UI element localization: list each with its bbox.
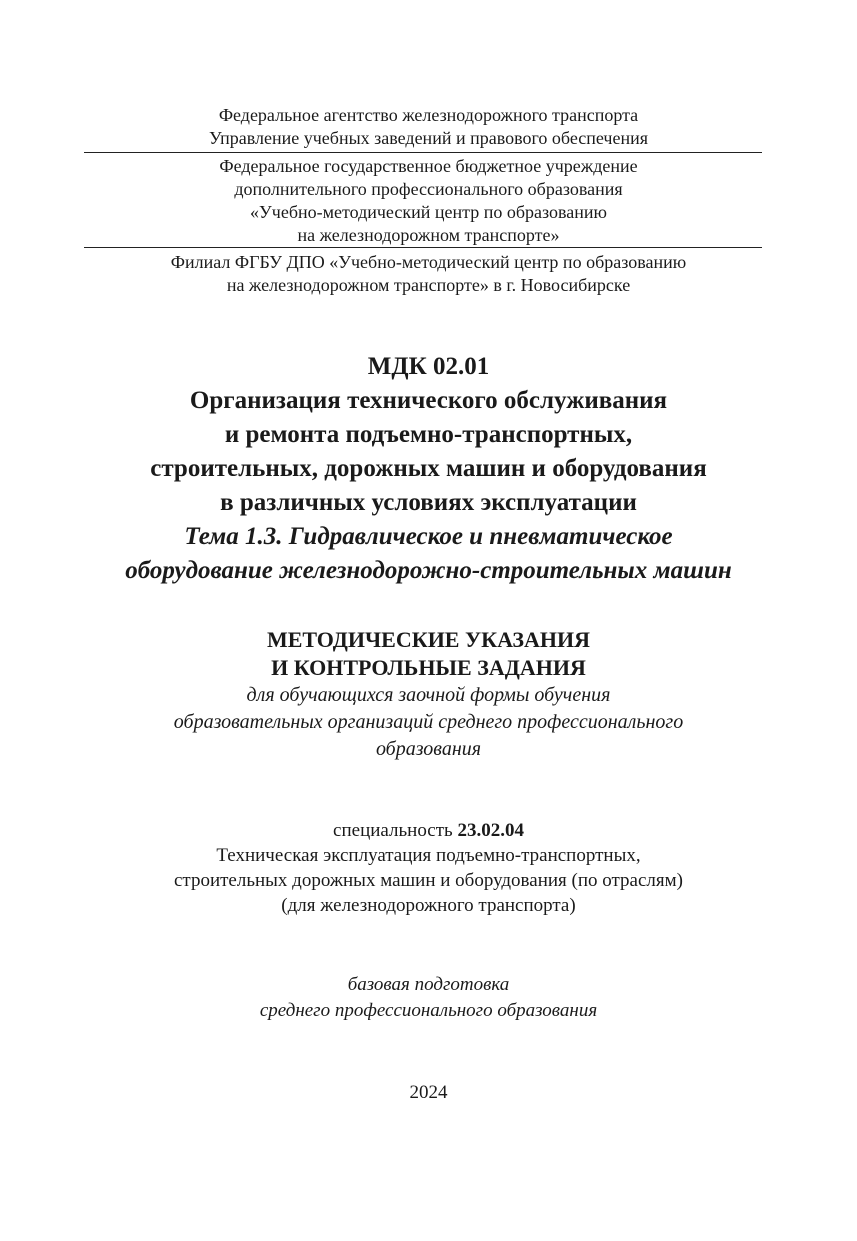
course-code: МДК 02.01 bbox=[367, 353, 490, 380]
doc-type-line: МЕТОДИЧЕСКИЕ УКАЗАНИЯ bbox=[266, 627, 591, 652]
header-divider bbox=[84, 247, 762, 248]
specialty-prefix: специальность bbox=[333, 820, 458, 841]
institution-block bbox=[0, 155, 857, 247]
doc-type bbox=[0, 626, 857, 763]
institution-line: дополнительного профессионального образования bbox=[234, 179, 623, 199]
institution-line: «Учебно-методический центр по образованию bbox=[250, 202, 607, 222]
branch-block bbox=[0, 251, 857, 297]
agency-block bbox=[0, 104, 857, 150]
audience-line: для обучающихся заочной формы обучения bbox=[246, 684, 611, 706]
level-line: среднего профессионального образования bbox=[259, 1000, 598, 1021]
topic-line: оборудование железнодорожно-строительных машин bbox=[125, 557, 732, 584]
specialty-block bbox=[0, 818, 857, 918]
doc-type-line: И КОНТРОЛЬНЫЕ ЗАДАНИЯ bbox=[271, 655, 586, 680]
topic-line: Тема 1.3. Гидравлическое и пневматическое bbox=[184, 523, 673, 550]
course-name-line: Организация технического обслуживания bbox=[189, 387, 668, 414]
course-name-line: и ремонта подъемно-транспортных, bbox=[224, 421, 633, 448]
course-name-line: строительных, дорожных машин и оборудования bbox=[150, 455, 707, 482]
audience-line: образования bbox=[375, 738, 482, 760]
branch-line: Филиал ФГБУ ДПО «Учебно-методический центр по образованию bbox=[170, 252, 687, 272]
level-line: базовая подготовка bbox=[347, 974, 510, 995]
agency-line: Управление учебных заведений и правового обеспечения bbox=[208, 128, 649, 148]
header-divider bbox=[84, 152, 762, 153]
audience-line: образовательных организаций среднего профессионального bbox=[173, 711, 684, 733]
publication-year: 2024 bbox=[409, 1082, 448, 1103]
specialty-code: 23.02.04 bbox=[457, 820, 524, 841]
branch-line: на железнодорожном транспорте» в г. Новосибирске bbox=[226, 275, 631, 295]
specialty-heading bbox=[0, 818, 857, 843]
course-name-line: в различных условиях эксплуатации bbox=[220, 489, 637, 516]
level-block bbox=[0, 972, 857, 1024]
main-title bbox=[0, 350, 857, 588]
institution-line: Федеральное государственное бюджетное учреждение bbox=[219, 156, 638, 176]
specialty-line: строительных дорожных машин и оборудования (по отраслям) bbox=[173, 870, 683, 891]
specialty-line: Техническая эксплуатация подъемно-транспортных, bbox=[216, 845, 641, 866]
specialty-line: (для железнодорожного транспорта) bbox=[281, 895, 576, 916]
institution-line: на железнодорожном транспорте» bbox=[297, 225, 560, 245]
agency-line: Федеральное агентство железнодорожного транспорта bbox=[218, 105, 639, 125]
